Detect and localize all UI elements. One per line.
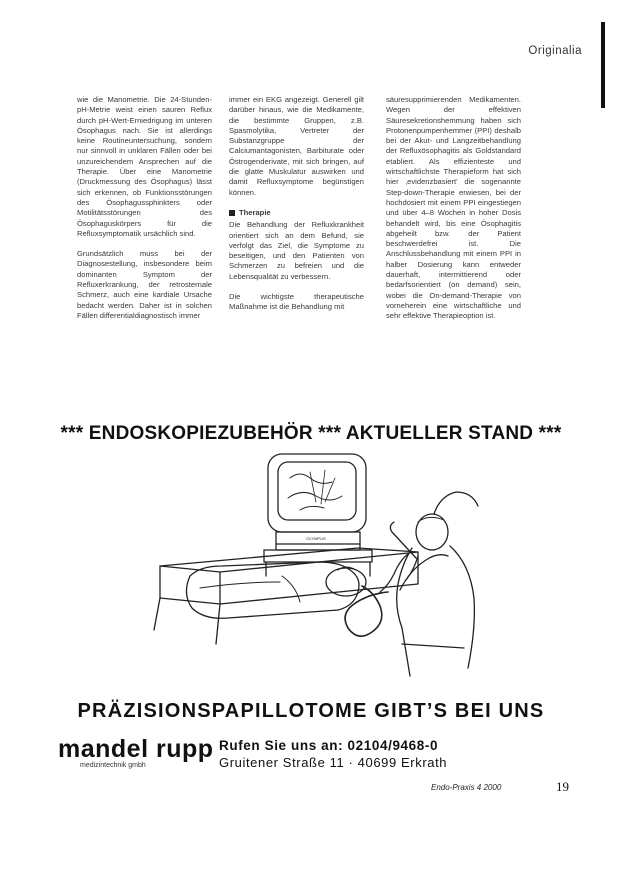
journal-footer: Endo-Praxis 4 2000: [431, 783, 502, 792]
page-edge-bar: [601, 22, 605, 108]
paragraph: Die Behandlung der Refluxkrankheit orientiert sich an dem Befund, sie verfolgt das Ziel, die Symptome zu beseitigen, und den Patienten von Schmerzen zu befreien und die Lebensqualität zu verbessern.: [229, 220, 364, 281]
paragraph: wie die Manometrie. Die 24-Stunden-pH-Metrie weist einen sauren Reflux durch pH-Wert-Erniedrigung im unteren Ösophagus nach. Sie ist allerdings keine Routineuntersuchung, sondern nur sinnvoll in unklaren Fällen oder bei unzureichendem Ansprechen auf die Therapie. Über eine Manometrie (Druckmessung des Ösophagus) lässt sich erkennen, ob Funktionsstörungen des Ösophagussphinkters oder Motilitätsstörungen des Ösophaguskörpers für die Refluxsymptomatik ursächlich sind.: [77, 95, 212, 238]
text-column-1: [77, 95, 212, 331]
monitor-label: OLYMPUS: [306, 536, 326, 541]
ad-headline: *** ENDOSKOPIEZUBEHÖR *** AKTUELLER STAND ***: [60, 423, 562, 444]
section-heading: [229, 208, 364, 218]
company-logo: [58, 736, 214, 769]
page-number: 19: [556, 779, 569, 794]
logo-text: mandel rupp: [58, 735, 214, 763]
paragraph: säuresupprimierenden Medikamenten. Wegen der effektiven Säuresekretionshemmung haben sich Protonenpumpenhemmer (PPI) deshalb bei der Akut- und Langzeitbehandlung der Refluxösophagitis als Goldstandard etabliert. Als effizienteste und wirtschaftlichste Therapieform hat sich hier ‚evidenzbasiert' die sogenannte Step-down-Therapie erwiesen, bei der hochdosiert mit einem PPI eingestiegen und über 4–8 Wochen in hoher Dosis behandelt wird, bis eine Ösophagitis abgeheilt bzw. der Patient beschwerdefrei ist. Die Anschlussbehandlung mit einem PPI in halber Dosierung kann entweder dauerhaft, intermittierend oder bedarfsorientiert (on demand) sein, wobei die On-demand-Therapie von vorneherein eine wirtschaftliche und sehr effektive Therapieoption ist.: [386, 95, 521, 321]
address-line: Gruitener Straße 11 · 40699 Erkrath: [219, 755, 448, 770]
endoscopy-illustration: [150, 448, 480, 688]
heading-text: Therapie: [239, 207, 271, 217]
square-bullet-icon: [229, 210, 235, 216]
contact-block: [219, 738, 447, 770]
ad-tagline: PRÄZISIONSPAPILLOTOME GIBT’S BEI UNS: [77, 700, 545, 722]
phone-line: Rufen Sie uns an: 02104/9468-0: [219, 738, 439, 753]
text-column-3: [386, 95, 521, 332]
logo-subtitle: medizintechnik gmbh: [80, 762, 146, 769]
section-label: Originalia: [528, 45, 582, 57]
text-column-2: [229, 95, 364, 323]
paragraph: Die wichtigste therapeutische Maßnahme ist die Behandlung mit: [229, 292, 364, 312]
paragraph: immer ein EKG angezeigt. Generell gilt darüber hinaus, wie die Medikamente, die bestimmte Gruppen, z.B. Spasmolytika, Vertreter der Substanzgruppe der Calciumantagonisten, Barbiturate oder Östrogenderivate, mit sich bringen, auf die glatte Muskulatur auswirken und damit Refluxsymptome begünstigen können.: [229, 95, 364, 197]
paragraph: Grundsätzlich muss bei der Diagnosestellung, insbesondere beim dominanten Symptom der Refluxerkrankung, der retrosternale Schmerz, auch eine kardiale Ursache bedacht werden. Daher ist in solchen Fällen differentialdiagnostisch immer: [77, 249, 212, 320]
